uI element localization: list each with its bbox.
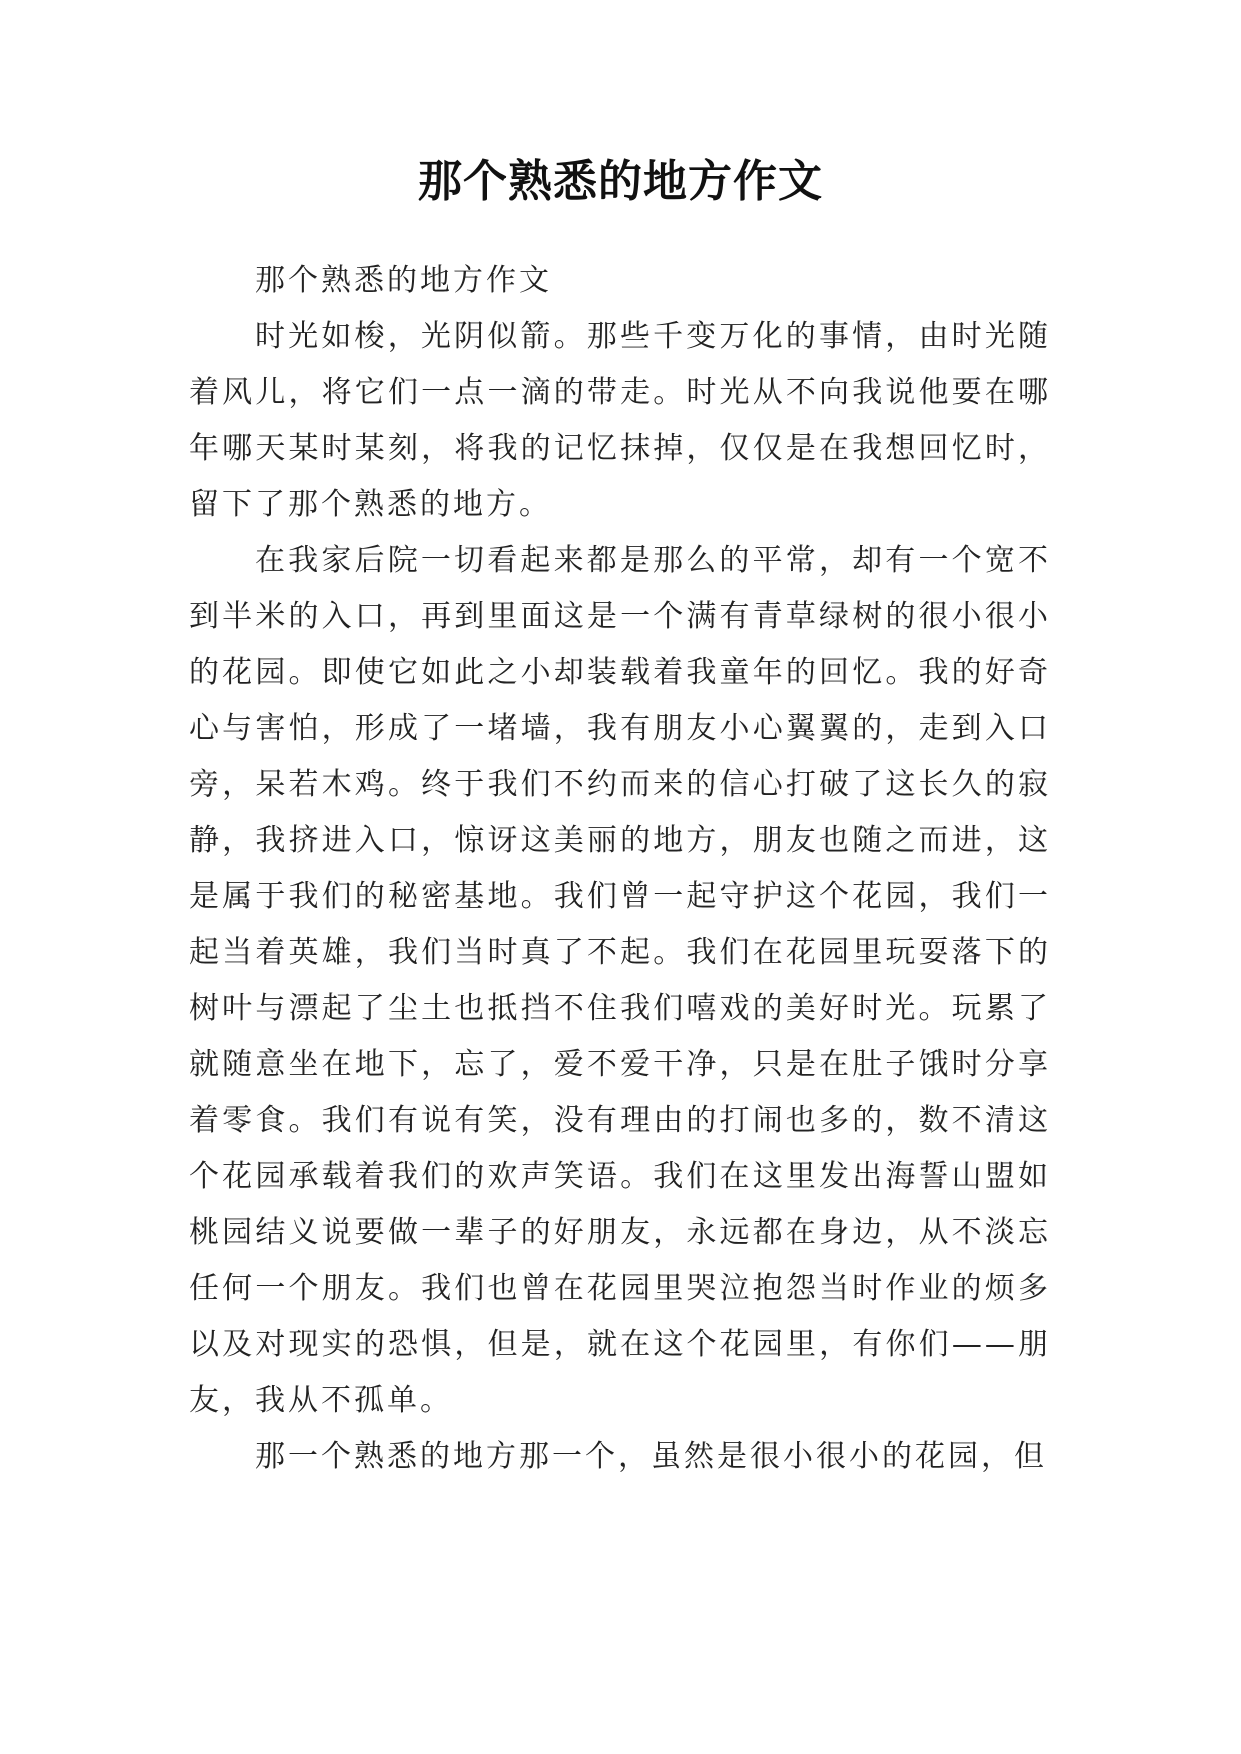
- paragraph-2: 在我家后院一切看起来都是那么的平常，却有一个宽不到半米的入口，再到里面这是一个满有青草绿树的很小很小的花园。即使它如此之小却装载着我童年的回忆。我的好奇心与害怕，形成了一堵墙，我有朋友小心翼翼的，走到入口旁，呆若木鸡。终于我们不约而来的信心打破了这长久的寂静，我挤进入口，惊讶这美丽的地方，朋友也随之而进，这是属于我们的秘密基地。我们曾一起守护这个花园，我们一起当着英雄，我们当时真了不起。我们在花园里玩耍落下的树叶与漂起了尘土也抵挡不住我们嘻戏的美好时光。玩累了就随意坐在地下，忘了，爱不爱干净，只是在肚子饿时分享着零食。我们有说有笑，没有理由的打闹也多的，数不清这个花园承载着我们的欢声笑语。我们在这里发出海誓山盟如桃园结义说要做一辈子的好朋友，永远都在身边，从不淡忘任何一个朋友。我们也曾在花园里哭泣抱怨当时作业的烦多以及对现实的恐惧，但是，就在这个花园里，有你们——朋友，我从不孤单。: [189, 543, 1051, 1418]
- document-title: 那个熟悉的地方作文: [418, 156, 823, 207]
- paragraph-subtitle: 那个熟悉的地方作文: [255, 263, 552, 298]
- paragraph-1: 时光如梭，光阴似箭。那些千变万化的事情，由时光随着风儿，将它们一点一滴的带走。时光从不向我说他要在哪年哪天某时某刻，将我的记忆抹掉，仅仅是在我想回忆时，留下了那个熟悉的地方。: [189, 319, 1051, 522]
- document-body: [189, 253, 1051, 1485]
- paragraph-3: 那一个熟悉的地方那一个，虽然是很小很小的花园，但: [255, 1439, 1047, 1474]
